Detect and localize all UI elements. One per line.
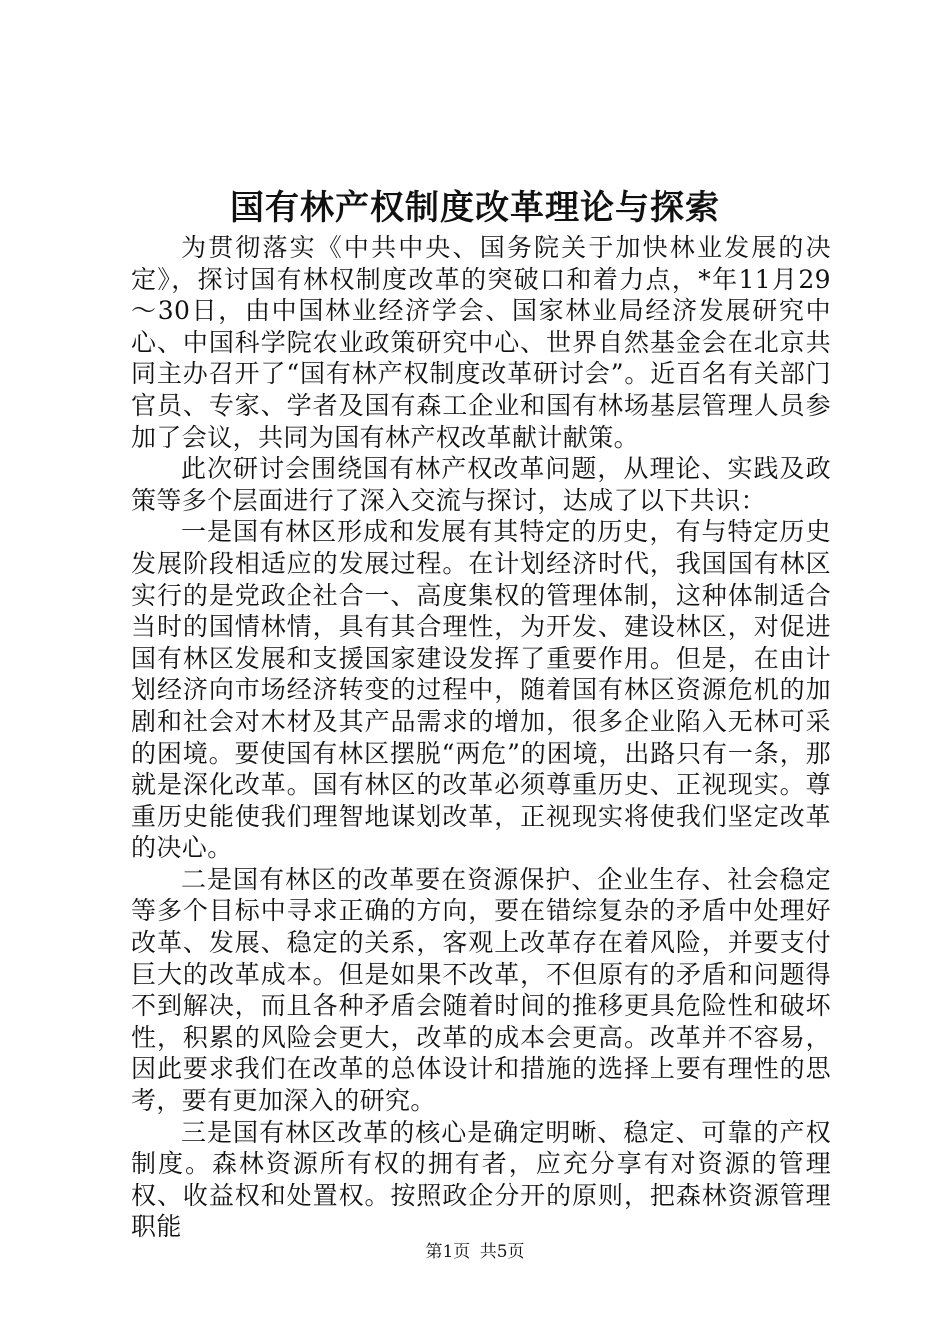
document-body	[131, 232, 831, 1243]
document-title: 国有林产权制度改革理论与探索	[230, 188, 720, 228]
paragraph-point-two: 二是国有林区的改革要在资源保护、企业生存、社会稳定等多个目标中寻求正确的方向，要在错综复杂的矛盾中处理好改革、发展、稳定的关系，客观上改革存在着风险，并要支付巨大的改革成本。但是如果不改革，不但原有的矛盾和问题得不到解决，而且各种矛盾会随着时间的推移更具危险性和破坏性，积累的风险会更大，改革的成本会更高。改革并不容易，因此要求我们在改革的总体设计和措施的选择上要有理性的思考，要有更加深入的研究。	[131, 864, 831, 1116]
paragraph-point-three: 三是国有林区改革的核心是确定明晰、稳定、可靠的产权制度。森林资源所有权的拥有者，应充分享有对资源的管理权、收益权和处置权。按照政企分开的原则，把森林资源管理职能	[131, 1117, 831, 1242]
page-count: 共5页	[479, 1242, 525, 1262]
paragraph-intro: 为贯彻落实《中共中央、国务院关于加快林业发展的决定》，探讨国有林权制度改革的突破口和着力点，*年11月29～30日，由中国林业经济学会、国家林业局经济发展研究中心、中国科学院农业政策研究中心、世界自然基金会在北京共同主办召开了“国有林产权制度改革研讨会”。近百名有关部门官员、专家、学者及国有森工企业和国有林场基层管理人员参加了会议，共同为国有林产权改革献计献策。	[131, 233, 831, 452]
paragraph-consensus-lead: 此次研讨会围绕国有林产权改革问题，从理论、实践及政策等多个层面进行了深入交流与探讨，达成了以下共识：	[131, 454, 831, 515]
page-footer	[0, 1240, 950, 1264]
page-number: 第1页	[425, 1242, 471, 1262]
paragraph-point-one: 一是国有林区形成和发展有其特定的历史，有与特定历史发展阶段相适应的发展过程。在计划经济时代，我国国有林区实行的是党政企社合一、高度集权的管理体制，这种体制适合当时的国情林情，具有其合理性，为开发、建设林区，对促进国有林区发展和支援国家建设发挥了重要作用。但是，在由计划经济向市场经济转变的过程中，随着国有林区资源危机的加剧和社会对木材及其产品需求的增加，很多企业陷入无林可采的困境。要使国有林区摆脱“两危”的困境，出路只有一条，那就是深化改革。国有林区的改革必须尊重历史、正视现实。尊重历史能使我们理智地谋划改革，正视现实将使我们坚定改革的决心。	[131, 517, 831, 863]
